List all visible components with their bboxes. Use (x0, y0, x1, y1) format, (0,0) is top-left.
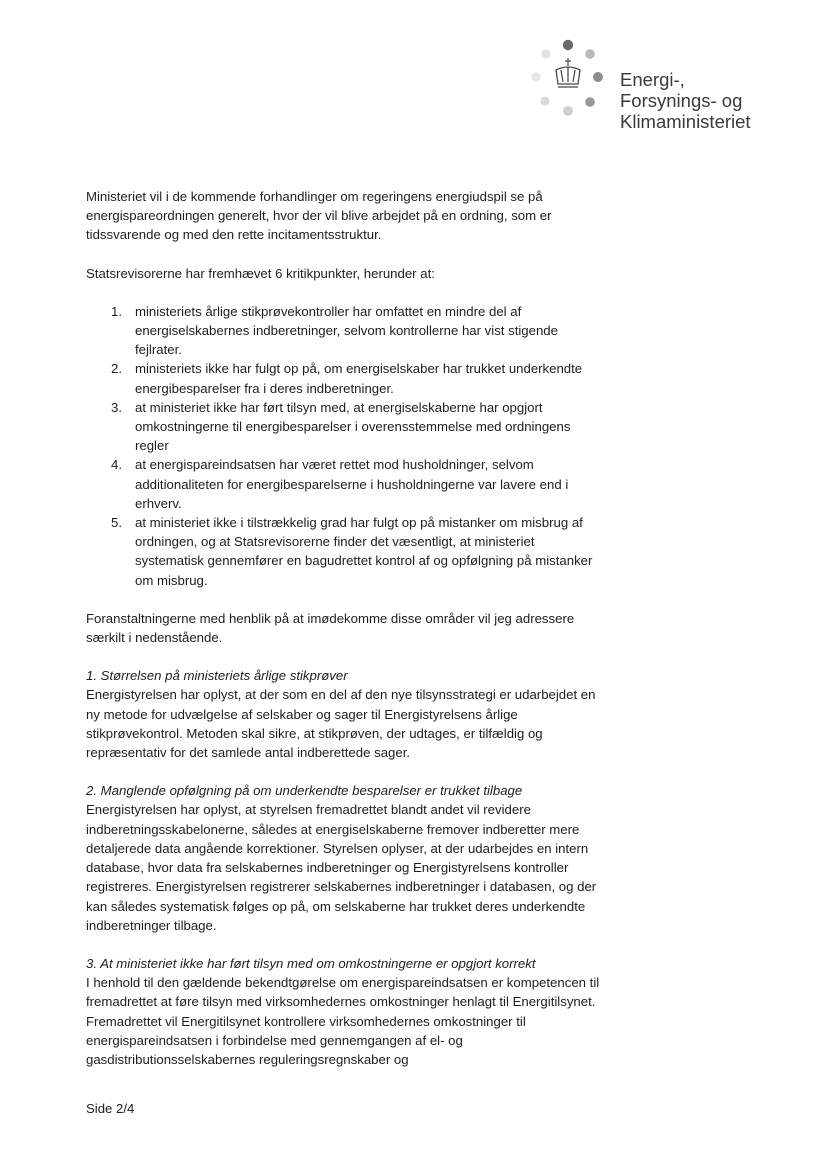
list-text: at ministeriet ikke i tilstrækkelig grad har fulgt op på mistanker om misbrug af ordningen, og at Statsrevisorerne finder det væsentligt, at ministeriet systematisk gennemfører en bagudrettet kontrol af og opfølgning på mistanker om misbrug. (135, 515, 593, 588)
page-number: Side 2/4 (86, 1101, 135, 1116)
ministry-name (620, 69, 751, 132)
list-item (86, 455, 606, 513)
list-number: 5. (111, 515, 122, 531)
section-body: Energistyrelsen har oplyst, at styrelsen fremadrettet blandt andet vil revidere indberetningsskabelonerne, således at energiselskaberne fremover indberetter mere detaljerede data angående korrektioner. Styrelsen oplyser, at der udarbejdes en intern database, hvor data fra selskabernes indberetninger og Energistyrelsens kontroller registreres. Energistyrelsen registrerer selskabernes indberetninger i databasen, og der kan således systematisk følges op på, om selskaberne har trukket deres underkendte indberetninger tilbage. (86, 802, 597, 933)
critique-list (86, 302, 606, 590)
list-text: ministeriets ikke har fulgt op på, om energiselskaber har trukket underkendte energibesparelser fra i deres indberetninger. (135, 361, 583, 396)
list-number: 3. (111, 399, 122, 415)
kritik-intro: Statsrevisorerne har fremhævet 6 kritikpunkter, herunder at: (86, 265, 435, 281)
list-number: 1. (111, 303, 122, 319)
list-item (86, 398, 606, 456)
list-item (86, 359, 606, 397)
letter-body (86, 187, 606, 1069)
intro-paragraph: Ministeriet vil i de kommende forhandlinger om regeringens energiudspil se på energispareordningen generelt, hvor der vil blive arbejdet på en ordning, som er tidssvarende og med den rette incitamentsstruktur. (86, 189, 552, 243)
ministry-name-line: Energi-, (620, 69, 685, 90)
list-item (86, 513, 606, 590)
ministry-logo (526, 36, 786, 146)
section-body: I henhold til den gældende bekendtgørelse om energispareindsatsen er kompetencen til fremadrettet at føre tilsyn med virksomhedernes omkostninger henlagt til Energitilsynet. Fremadrettet vil Energitilsynet kontrollere virksomhedernes omkostninger til energispareindsatsen i forbindelse med gennemgangen af el- og gasdistributionsselskabernes reguleringsregnskaber og (86, 975, 600, 1067)
ministry-name-line: Forsynings- og (620, 90, 743, 111)
section-heading: 2. Manglende opfølgning på om underkendte besparelser er trukket tilbage (86, 783, 523, 799)
list-number: 4. (111, 457, 122, 473)
list-text: ministeriets årlige stikprøvekontroller har omfattet en mindre del af energiselskabernes indberetninger, selvom kontrollerne har vist stigende fejlrater. (135, 303, 558, 358)
section-heading: 1. Størrelsen på ministeriets årlige stikprøver (86, 668, 348, 684)
list-text: at energispareindsatsen har været rettet mod husholdninger, selvom additionaliteten for energibesparelserne i husholdningerne var lavere end i erhverv. (135, 457, 569, 511)
list-number: 2. (111, 361, 122, 377)
list-item (86, 302, 606, 360)
section-heading: 3. At ministeriet ikke har ført tilsyn med om omkostningerne er opgjort korrekt (86, 955, 536, 971)
section-body: Energistyrelsen har oplyst, at der som en del af den nye tilsynsstrategi er udarbejdet en ny metode for udvælgelse af selskaber og sager til Energistyrelsens årlige stikprøvekontrol. Metoden skal sikre, at stikprøven, der udtages, er tilfældig og repræsentativ for det samlede antal indberettede sager. (86, 687, 596, 761)
ministry-name-line: Klimaministeriet (620, 111, 751, 132)
foranstaltninger-paragraph: Foranstaltningerne med henblik på at imødekomme disse områder vil jeg adressere særkilt i nedenstående. (86, 610, 575, 646)
crown-emblem-icon (526, 36, 616, 128)
list-text: at ministeriet ikke har ført tilsyn med, at energiselskaberne har opgjort omkostningerne til energibesparelser i overensstemmelse med ordningens regler (135, 399, 571, 454)
